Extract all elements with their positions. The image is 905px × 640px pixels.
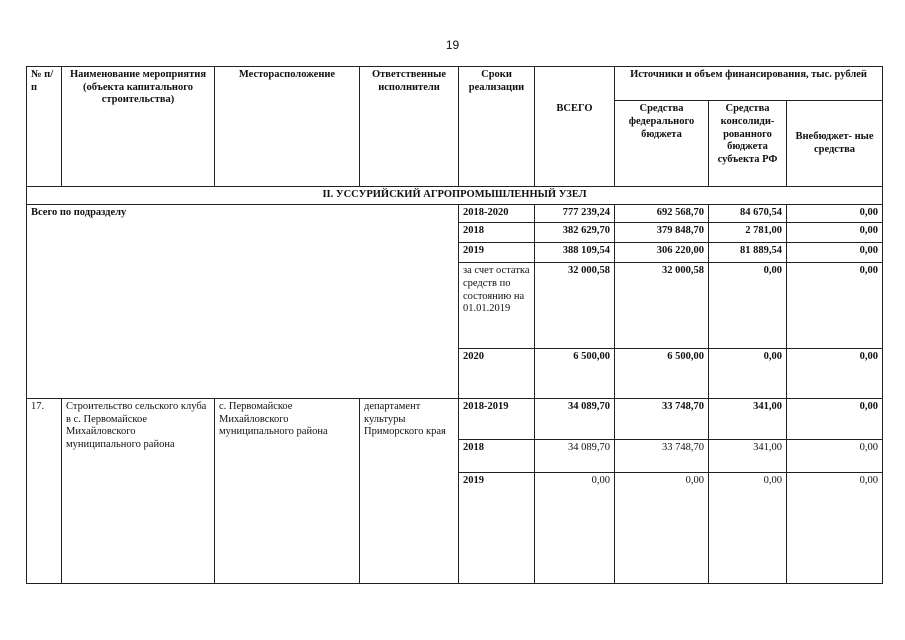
- subtotal-extra: 0,00: [787, 222, 883, 242]
- item-row: [27, 399, 883, 440]
- item-num: 17.: [27, 399, 62, 584]
- section-title: II. УССУРИЙСКИЙ АГРОПРОМЫШЛЕННЫЙ УЗЕЛ: [27, 186, 883, 204]
- subtotal-total: 32 000,58: [535, 263, 615, 348]
- subtotal-extra: 0,00: [787, 263, 883, 348]
- subtotal-period: 2020: [459, 348, 535, 399]
- header-total: ВСЕГО: [535, 101, 615, 186]
- subtotal-period: 2018: [459, 222, 535, 242]
- subtotal-period: за счет остатка средств по состоянию на 01.01.2019: [459, 263, 535, 348]
- header-federal: Средства федерального бюджета: [615, 101, 709, 186]
- page-number: 19: [445, 38, 460, 52]
- header-period: Сроки реализации: [459, 67, 535, 187]
- header-regional: Средства консолиди- рованного бюджета субъекта РФ: [709, 101, 787, 186]
- item-period: 2019: [459, 473, 535, 584]
- subtotal-federal: 692 568,70: [615, 204, 709, 222]
- subtotal-federal: 32 000,58: [615, 263, 709, 348]
- subtotal-total: 388 109,54: [535, 243, 615, 263]
- subtotal-federal: 6 500,00: [615, 348, 709, 399]
- subtotal-regional: 0,00: [709, 348, 787, 399]
- item-executor: департамент культуры Приморского края: [360, 399, 459, 584]
- subtotal-extra: 0,00: [787, 243, 883, 263]
- header-num: № п/п: [27, 67, 62, 187]
- item-extra: 0,00: [787, 439, 883, 472]
- subtotal-total: 6 500,00: [535, 348, 615, 399]
- header-executors: Ответственные исполнители: [360, 67, 459, 187]
- subtotal-row: [27, 204, 883, 222]
- header-extrabudget: Внебюджет- ные средства: [787, 101, 883, 186]
- subtotal-label: Всего по подразделу: [27, 204, 459, 399]
- item-period: 2018: [459, 439, 535, 472]
- item-federal: 33 748,70: [615, 439, 709, 472]
- subtotal-federal: 379 848,70: [615, 222, 709, 242]
- subtotal-period: 2018-2020: [459, 204, 535, 222]
- subtotal-extra: 0,00: [787, 204, 883, 222]
- financing-table: [26, 66, 883, 584]
- header-sources: Источники и объем финансирования, тыс. рублей: [615, 67, 883, 101]
- section-row: [27, 186, 883, 204]
- subtotal-federal: 306 220,00: [615, 243, 709, 263]
- item-name: Строительство сельского клуба в с. Первомайское Михайловского муниципального района: [62, 399, 215, 584]
- subtotal-total: 777 239,24: [535, 204, 615, 222]
- item-regional: 341,00: [709, 439, 787, 472]
- item-total: 34 089,70: [535, 439, 615, 472]
- subtotal-period: 2019: [459, 243, 535, 263]
- item-total: 34 089,70: [535, 399, 615, 440]
- subtotal-regional: 0,00: [709, 263, 787, 348]
- header-location: Месторасположение: [215, 67, 360, 187]
- item-regional: 0,00: [709, 473, 787, 584]
- item-federal: 33 748,70: [615, 399, 709, 440]
- item-federal: 0,00: [615, 473, 709, 584]
- header-row-1: [27, 67, 883, 101]
- header-name: Наименование мероприятия (объекта капитального строительства): [62, 67, 215, 187]
- subtotal-regional: 81 889,54: [709, 243, 787, 263]
- subtotal-regional: 2 781,00: [709, 222, 787, 242]
- item-extra: 0,00: [787, 399, 883, 440]
- item-period: 2018-2019: [459, 399, 535, 440]
- item-extra: 0,00: [787, 473, 883, 584]
- subtotal-total: 382 629,70: [535, 222, 615, 242]
- item-regional: 341,00: [709, 399, 787, 440]
- subtotal-regional: 84 670,54: [709, 204, 787, 222]
- item-location: с. Первомайское Михайловского муниципального района: [215, 399, 360, 584]
- item-total: 0,00: [535, 473, 615, 584]
- subtotal-extra: 0,00: [787, 348, 883, 399]
